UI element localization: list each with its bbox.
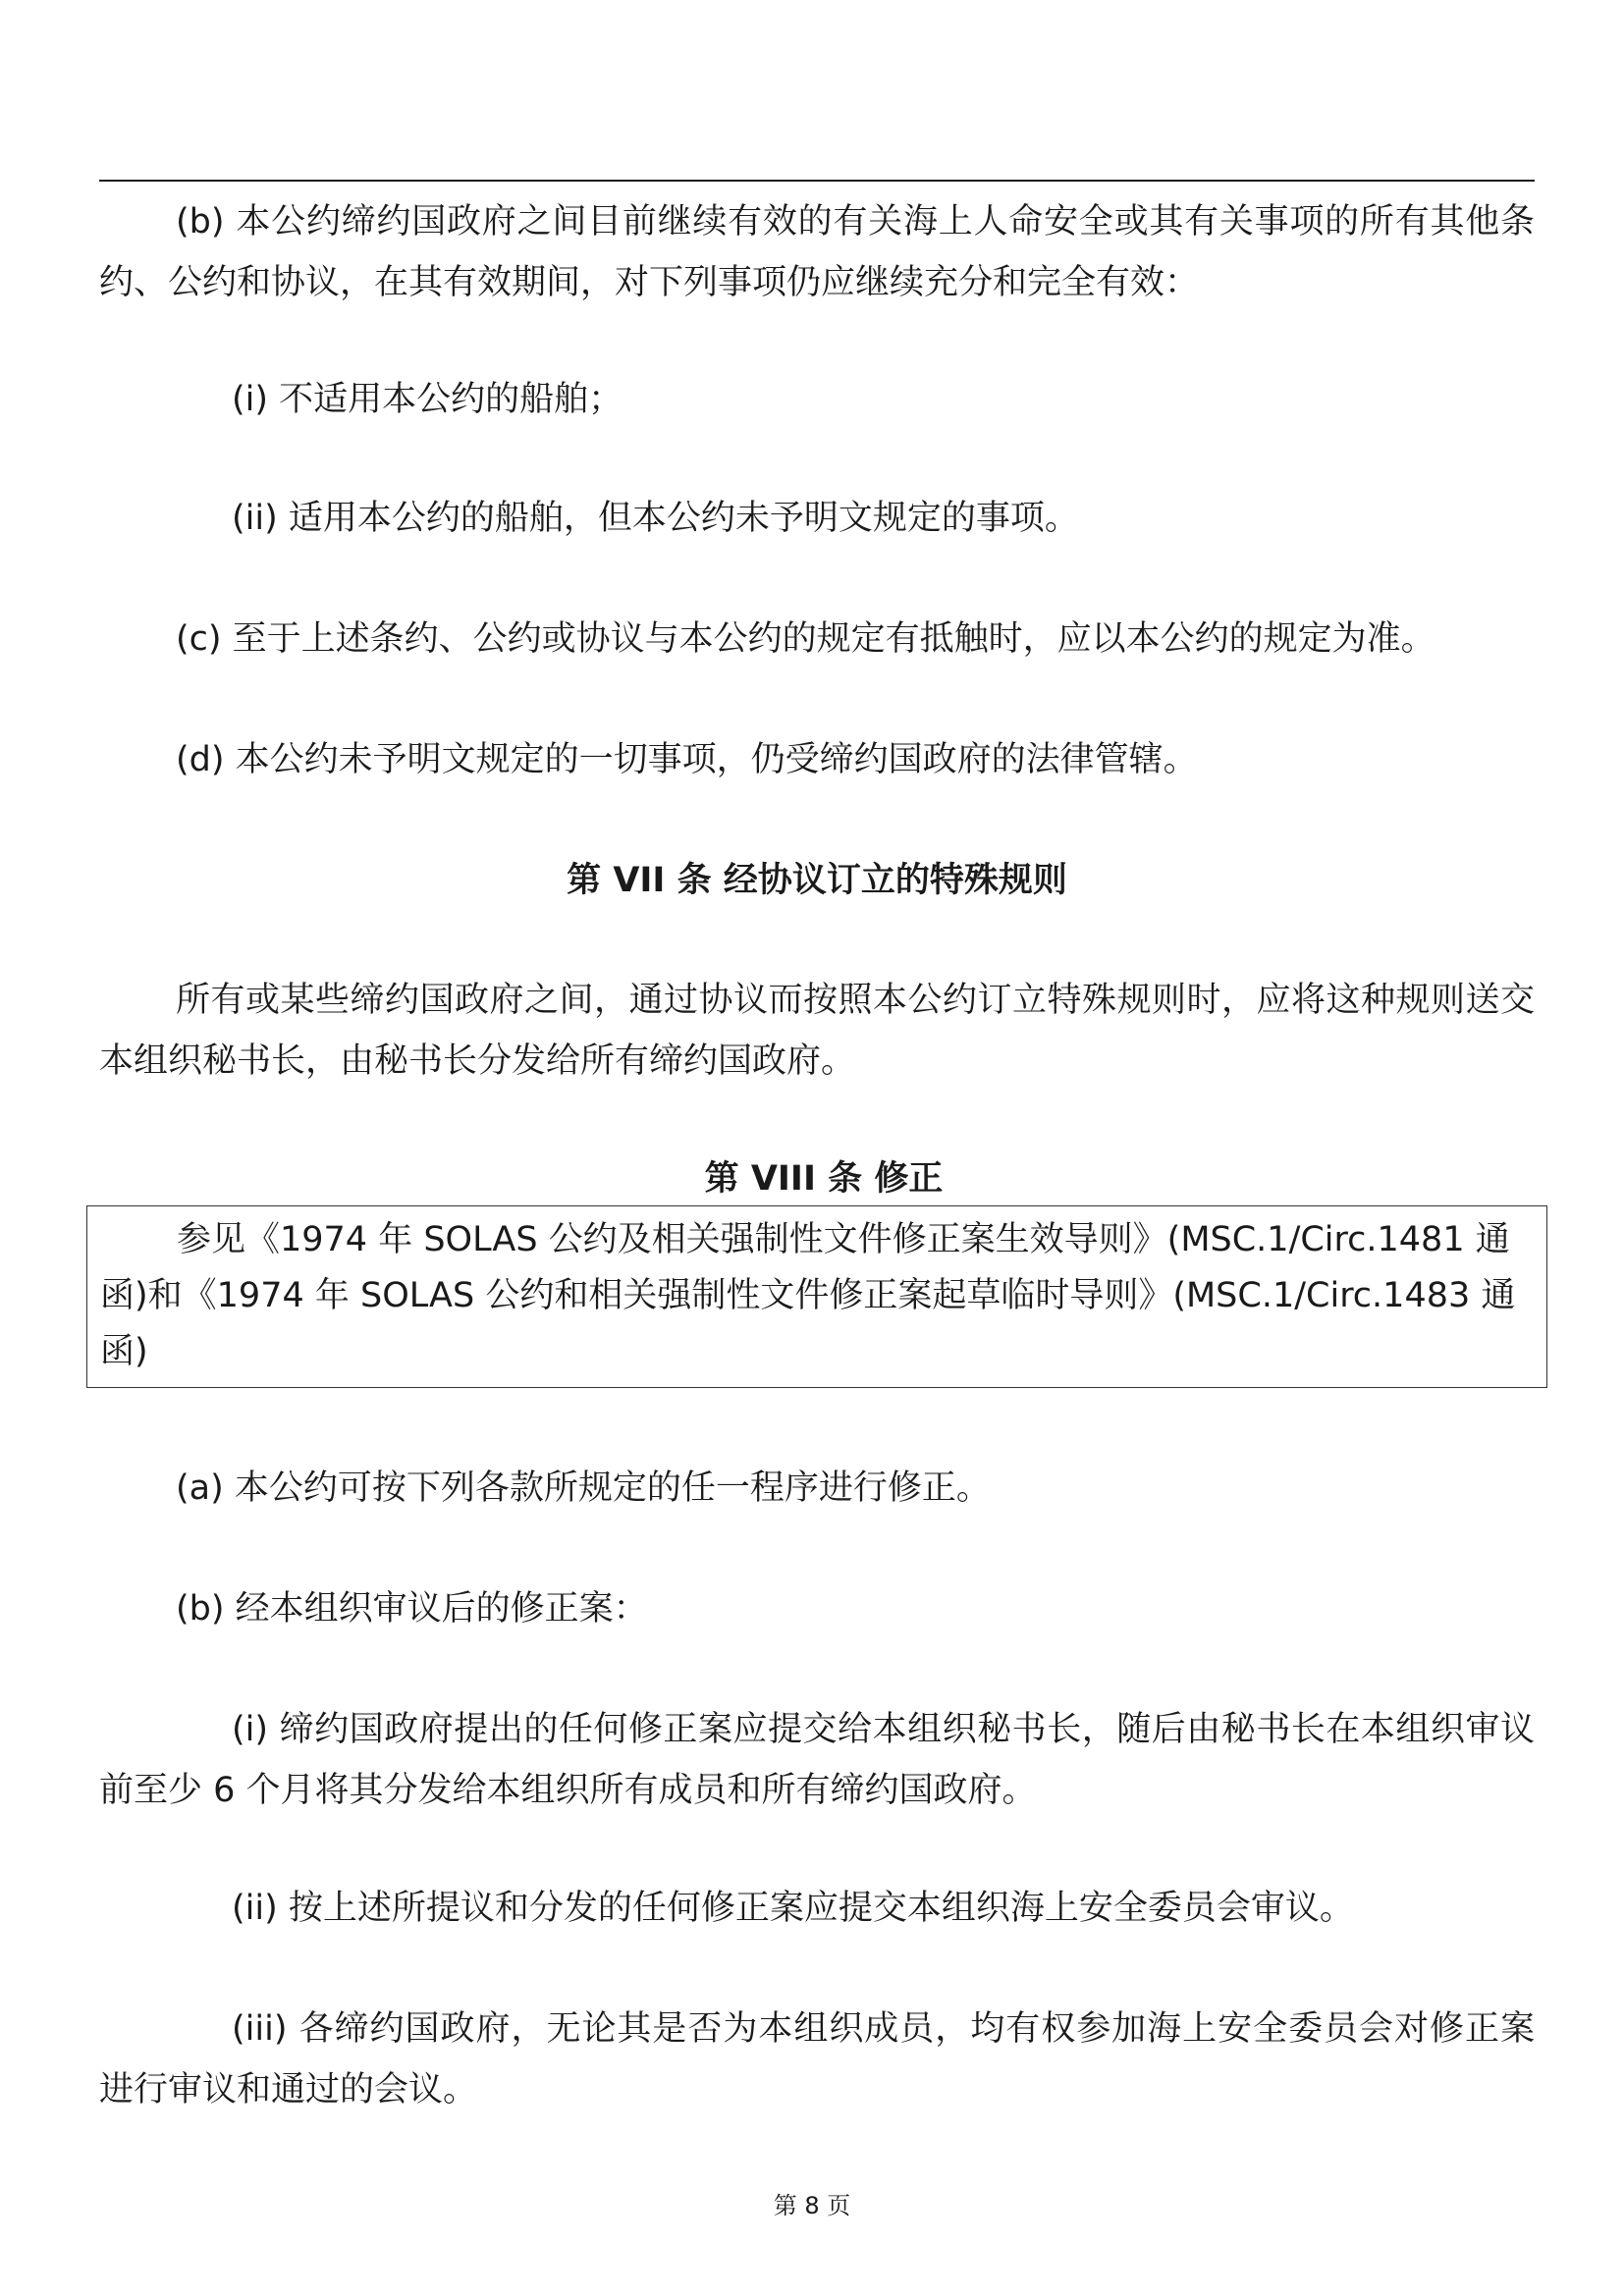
- paragraph-c: (c) 至于上述条约、公约或协议与本公约的规定有抵触时，应以本公约的规定为准。: [176, 619, 1435, 659]
- paragraph-viii-b-iii: (iii) 各缔约国政府，无论其是否为本组织成员，均有权参加海上安全委员会对修正案进行审议和通过的会议。: [99, 2009, 1535, 2109]
- article-viii-heading: 第 VIII 条 修正: [704, 1159, 944, 1199]
- reference-note-box: [86, 1205, 1547, 1388]
- header-rule: [99, 180, 1535, 182]
- page-number: 第 8 页: [773, 2192, 851, 2219]
- reference-note-text: 参见《1974 年 SOLAS 公约及相关强制性文件修正案生效导则》(MSC.1/Circ.1481 通函)和《1974 年 SOLAS 公约和相关强制性文件修正案起草临时导则》(MSC.1/Circ.1483 通函): [100, 1220, 1516, 1371]
- article-vii-heading: 第 VII 条 经协议订立的特殊规则: [567, 861, 1067, 900]
- paragraph-viii-b-ii: (ii) 按上述所提议和分发的任何修正案应提交本组织海上安全委员会审议。: [232, 1889, 1354, 1928]
- paragraph-viii-b-i: (i) 缔约国政府提出的任何修正案应提交给本组织秘书长，随后由秘书长在本组织审议前至少 6 个月将其分发给本组织所有成员和所有缔约国政府。: [99, 1710, 1535, 1810]
- paragraph-b-ii: (ii) 适用本公约的船舶，但本公约未予明文规定的事项。: [232, 499, 1079, 538]
- paragraph-b-other-treaties: (b) 本公约缔约国政府之间目前继续有效的有关海上人命安全或其有关事项的所有其他条约、公约和协议，在其有效期间，对下列事项仍应继续充分和完全有效：: [99, 202, 1535, 302]
- paragraph-viii-b: (b) 经本组织审议后的修正案：: [176, 1589, 648, 1629]
- paragraph-d: (d) 本公约未予明文规定的一切事项，仍受缔约国政府的法律管辖。: [176, 740, 1198, 779]
- article-vii-body: 所有或某些缔约国政府之间，通过协议而按照本公约订立特殊规则时，应将这种规则送交本组织秘书长，由秘书长分发给所有缔约国政府。: [99, 981, 1535, 1081]
- paragraph-b-i: (i) 不适用本公约的船舶；: [232, 380, 623, 419]
- paragraph-viii-a: (a) 本公约可按下列各款所规定的任一程序进行修正。: [176, 1468, 991, 1508]
